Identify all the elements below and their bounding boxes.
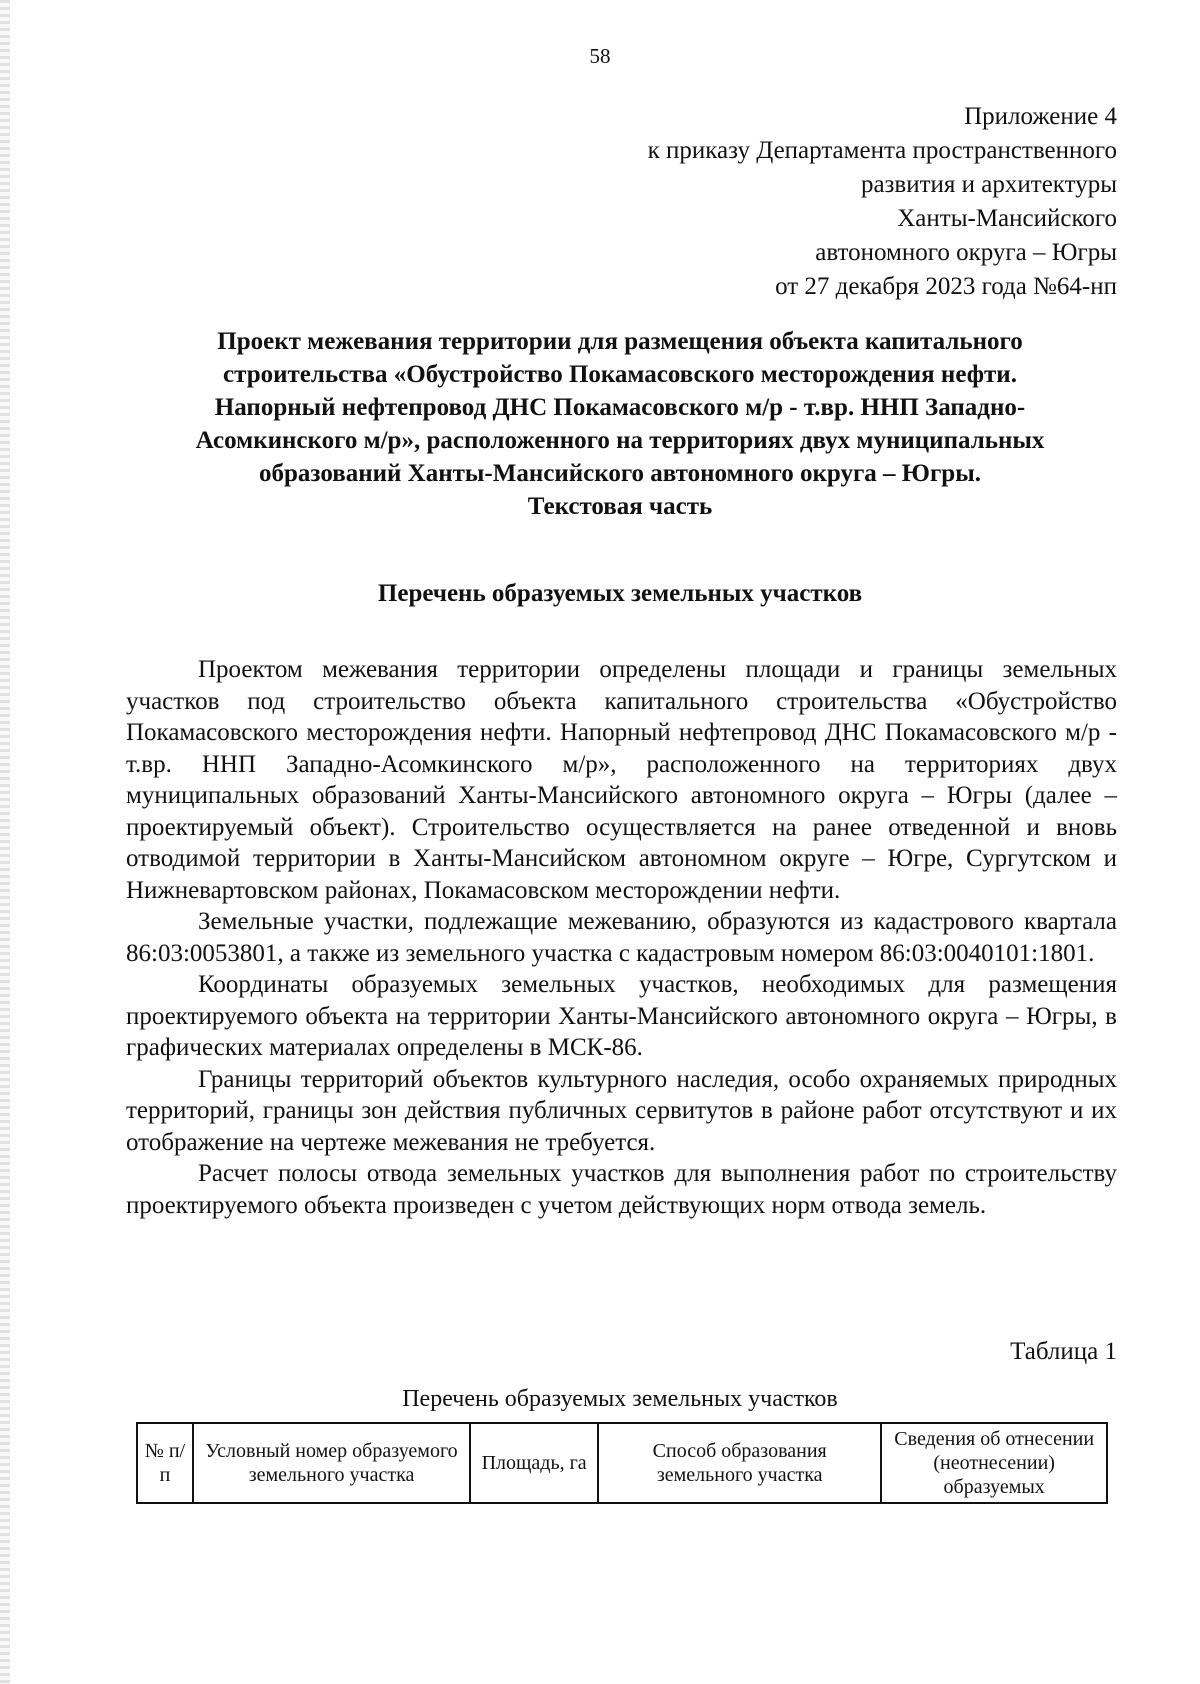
title-line: образований Ханты-Мансийского автономного округа – Югры. [259,460,981,487]
land-plots-table [136,1422,1108,1504]
table-caption: Перечень образуемых земельных участков [402,1386,838,1412]
appendix-line: к приказу Департамента пространственного [647,137,1117,164]
appendix-line: от 27 декабря 2023 года №64-нп [775,273,1117,300]
header-cell-number: № п/п [137,1423,193,1503]
title-line: Проект межевания территории для размещения объекта капитального [217,328,1023,355]
body-text [126,654,1117,1221]
title-line: Текстовая часть [527,493,713,520]
title-line: строительства «Обустройство Покамасовского месторождения нефти. [223,361,1017,388]
appendix-line: Приложение 4 [964,103,1117,130]
table-header-row [137,1423,1107,1503]
scan-edge [0,0,10,1684]
page-number: 58 [589,44,611,68]
table-label: Таблица 1 [1010,1338,1117,1365]
document-title [135,325,1105,523]
appendix-line: Ханты-Мансийского [897,205,1117,232]
title-line: Асомкинского м/р», расположенного на территориях двух муниципальных [195,427,1045,454]
paragraph: Координаты образуемых земельных участков, необходимых для размещения проектируемого объекта на территории Ханты-Мансийского автономного округа – Югры, в графических материалах определены в МСК-86. [126,971,1117,1061]
title-line: Напорный нефтепровод ДНС Покамасовского м/р - т.вр. ННП Западно- [214,394,1026,421]
appendix-line: развития и архитектуры [860,171,1117,198]
header-cell-classification: Сведения об отнесении (неотнесении) образуемых [881,1423,1107,1503]
paragraph: Земельные участки, подлежащие межеванию, образуются из кадастрового квартала 86:03:0053801, а также из земельного участка с кадастровым номером 86:03:0040101:1801. [126,908,1117,967]
appendix-line: автономного округа – Югры [815,239,1117,266]
paragraph: Границы территорий объектов культурного наследия, особо охраняемых природных территорий, границы зон действия публичных сервитутов в районе работ отсутствуют и их отображение на чертеже межевания не требуется. [126,1065,1117,1156]
paragraph: Проектом межевания территории определены площади и границы земельных участков под строительство объекта капитального строительства «Обустройство Покамасовского месторождения нефти. Напорный нефтепровод ДНС Покамасовского м/р - т.вр. ННП Западно-Асомкинского м/р», расположенного на территориях двух муниципальных образований Ханты-Мансийского автономного округа – Югры (далее – проектируемый объект). Строительство осуществляется на ранее отведенной и вновь отводимой территории в Ханты-Мансийском автономном округе – Югре, Сургутском и Нижневартовском районах, Покамасовском месторождении нефти. [126,656,1117,904]
paragraph: Расчет полосы отвода земельных участков для выполнения работ по строительству проектируемого объекта произведен с учетом действующих норм отвода земель. [126,1160,1117,1219]
appendix-block [420,100,1117,304]
header-cell-formation-method: Способ образования земельного участка [598,1423,881,1503]
section-heading: Перечень образуемых земельных участков [377,580,863,607]
header-cell-area: Площадь, га [470,1423,598,1503]
header-cell-plot-id: Условный номер образуемого земельного участка [193,1423,470,1503]
